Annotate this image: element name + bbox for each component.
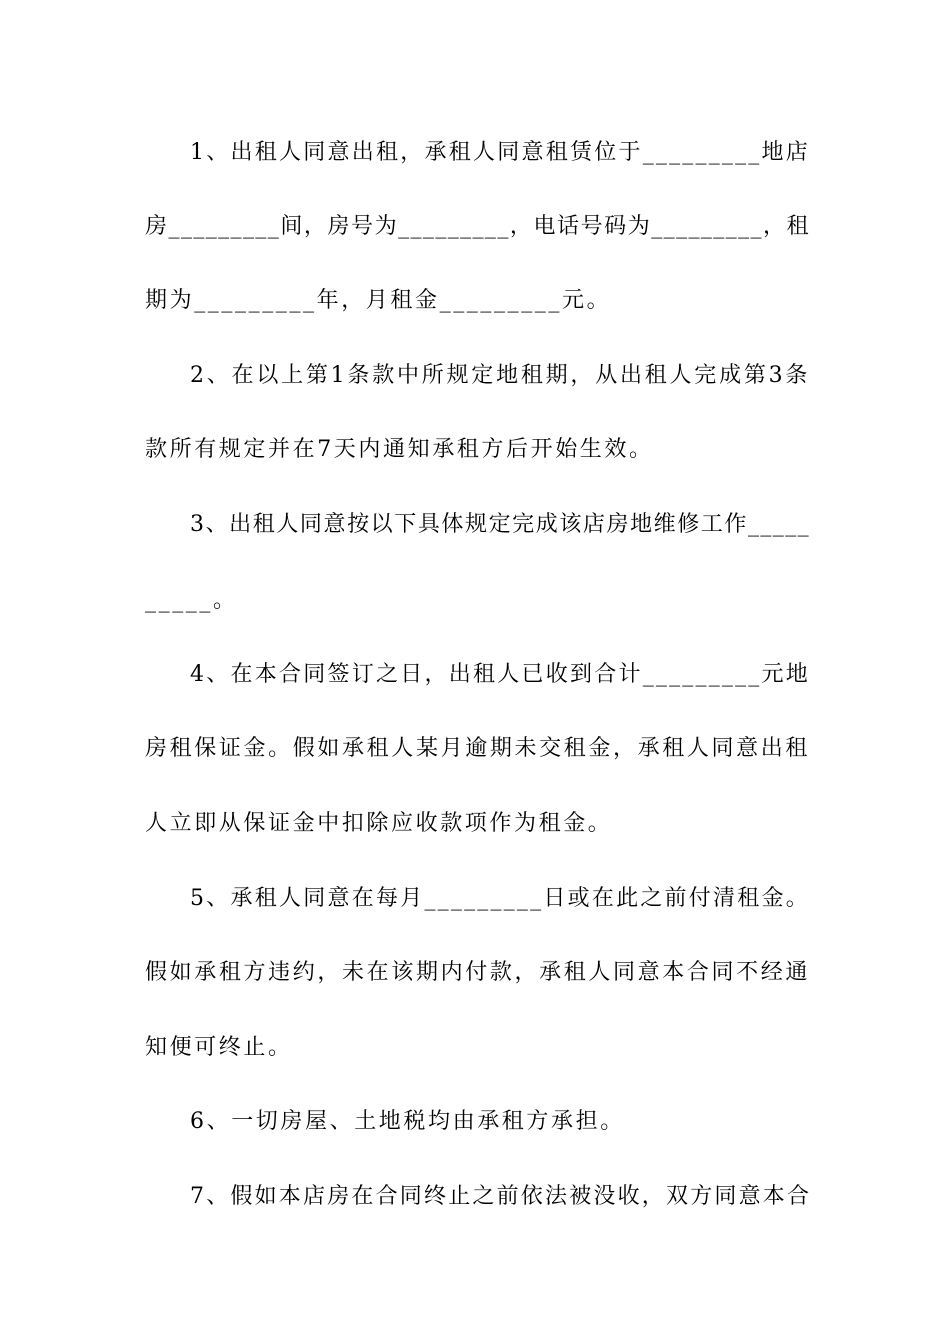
clause-4-line-2: 房租保证金。假如承租人某月逾期未交租金，承租人同意出租 bbox=[145, 736, 810, 761]
clause-6-line-1: 6、一切房屋、土地税均由承租方承担。 bbox=[190, 1109, 625, 1134]
clause-4-line-3: 人立即从保证金中扣除应收款项作为租金。 bbox=[145, 811, 613, 836]
clause-2-line-2: 款所有规定并在7天内通知承租方后开始生效。 bbox=[145, 437, 654, 462]
clause-7-line-1: 7、假如本店房在合同终止之前依法被没收，双方同意本合 bbox=[190, 1184, 812, 1209]
clause-5-line-3: 知便可终止。 bbox=[145, 1035, 293, 1060]
clause-1-line-1: 1、出租人同意出租，承租人同意租赁位于_________地店 bbox=[190, 140, 810, 165]
clause-4-line-1: 4、在本合同签订之日，出租人已收到合计_________元地 bbox=[190, 662, 810, 687]
clause-1-line-2: 房_________间，房号为_________，电话号码为_________，租 bbox=[145, 214, 810, 239]
clause-2-line-1: 2、在以上第1条款中所规定地租期，从出租人完成第3条 bbox=[190, 363, 810, 388]
clause-1-line-3: 期为_________年，月租金_________元。 bbox=[145, 288, 612, 313]
clause-3-line-1: 3、出租人同意按以下具体规定完成该店房地维修工作_____ bbox=[190, 512, 810, 537]
clause-5-line-2: 假如承租方违约，未在该期内付款，承租人同意本合同不经通 bbox=[145, 960, 810, 985]
clause-3-line-2: _____。 bbox=[145, 588, 238, 613]
clause-5-line-1: 5、承租人同意在每月_________日或在此之前付清租金。 bbox=[190, 886, 810, 911]
